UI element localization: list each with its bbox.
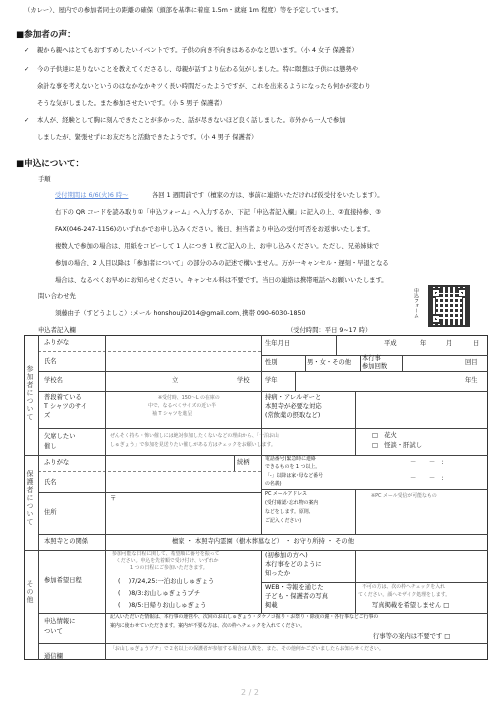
date-option-2[interactable]: ( )8/3:お山しゅぎょうプチ bbox=[118, 590, 201, 597]
comm-label: 通信欄 bbox=[44, 653, 63, 660]
tshirt-note-3: 袖 T シャツを進呈 bbox=[152, 411, 193, 417]
tshirt-label-2: T シャツのサイ bbox=[44, 403, 88, 410]
phone-label-3: 「-」以降は家･母など番号 bbox=[265, 473, 324, 479]
deadline-text: 受付期間は 6/6(火)6 時～ bbox=[55, 192, 129, 199]
comm-note: 「お山しゅぎょうプチ」で２名以上の保護者が参加する場合は人数を、また、その他何かございましたらお知らせください。 bbox=[110, 646, 384, 652]
dates-note-2: ください。申込を先着順で受け付け、いずれか bbox=[116, 558, 219, 564]
info-label-2: ついて bbox=[44, 628, 63, 635]
dates-note-3: 1 つの日程にご参加いただきます。 bbox=[130, 565, 208, 571]
count-label-1: 本行事 bbox=[362, 355, 381, 362]
allergy-label-1: 持病・アレルギーと bbox=[265, 394, 322, 401]
phone-label-1: 電話番号(緊急時に連絡 bbox=[265, 456, 316, 462]
email-label-1: PC メールアドレス bbox=[265, 491, 307, 497]
phone-label-2: できるものを 1 つ以上。 bbox=[265, 464, 321, 470]
how-known-1: (初参加の方へ) bbox=[265, 552, 308, 559]
allergy-label-3: (常飲薬の摂取など) bbox=[265, 412, 321, 419]
gender-label: 性別 bbox=[265, 359, 278, 366]
temple-options[interactable]: 檀家 ・ 本照寺内霊園（樹木葬墓など） ・ お守り所持 ・ その他 bbox=[172, 538, 355, 545]
qr-caption: 申込フォーム bbox=[413, 288, 419, 318]
info-note-1: 記入いただいた情報は、本行事の運営や、次回のお山しゅぎょう・タケノコ掘り・お祭り・除夜の鐘・各行事などご行事の bbox=[110, 614, 379, 620]
voice-check-icon: ✓ bbox=[24, 117, 30, 124]
phone-label-4: の名義) bbox=[265, 481, 282, 487]
guardian-name-label: 氏名 bbox=[44, 479, 57, 486]
day-label: 日 bbox=[473, 340, 480, 347]
side-participant: 参加者について bbox=[26, 365, 34, 421]
apply-line-3: 複数人で参加の場合は、用紙をコピーして 1 人につき 1 枚ご記入の上、お申し込みください。ただし、兄弟姉妹で bbox=[55, 243, 380, 250]
info-optout-checkbox[interactable]: 行事等の案内は不要です □ bbox=[373, 633, 451, 640]
tshirt-note-1: ※受付時、150～L の在庫の bbox=[158, 395, 220, 401]
info-label-1: 申込情報に bbox=[44, 618, 76, 625]
voice-3-line-2: しましたが、緊張せずにお友だちと活動できたようです。（小 4 男子 保護者） bbox=[37, 134, 258, 141]
apply-line-5: 場合は、なるべくお早めにお知らせください。キャンセル料は不要です。当日の連絡は携帯電話へお願いいたします。 bbox=[55, 277, 388, 284]
absence-note-2: しゅぎょう」で参加を見送りたい催しがある方はチェックをお願いします。 bbox=[110, 442, 276, 448]
grade-label: 学年 bbox=[265, 377, 278, 384]
furigana-label: ふりがな bbox=[44, 339, 70, 346]
email-note: ※PC メール受信が可能なもの bbox=[371, 493, 437, 499]
tshirt-label-1: 普段着ている bbox=[44, 394, 82, 401]
voice-2-line-2: 余計な事を考えないというのはなかなかキツく長い時間だったようですが、これを出来るようになったら何かが変わり bbox=[37, 83, 371, 90]
form-title: 申込者記入欄 bbox=[38, 327, 76, 334]
count-label-2: 参加回数 bbox=[362, 363, 388, 370]
apply-heading: ■申込について： bbox=[16, 159, 85, 169]
web-label-2: 子ども・保護者の写真 bbox=[265, 593, 328, 600]
contact-title: 問い合わせ先 bbox=[38, 293, 76, 300]
postal-mark: 〒 bbox=[110, 495, 117, 502]
how-known-2: 本行事をどのように bbox=[265, 561, 322, 568]
tshirt-note-2: 中で、なるべくサイズの近い半 bbox=[148, 403, 216, 409]
page-number: 2 / 2 bbox=[241, 688, 259, 697]
web-note-1: 不可の方は、次の枠へチェックを入れ bbox=[362, 584, 445, 590]
qr-code[interactable] bbox=[428, 285, 470, 327]
grade-unit: 年生 bbox=[465, 377, 478, 384]
intro-line: （カレー）、屋内での参加者同士の距離の確保（頭部を基準に着座 1.5m・就寝 1m 程度）等を予定しています。 bbox=[24, 7, 343, 14]
voice-2-line-1: 今の子供達に足りないことを教えてくださるし、母親が話すより伝わる気がしました。特に瞑想は子供には態勢や bbox=[37, 66, 359, 73]
email-label-3: などをします。原則、 bbox=[265, 509, 314, 515]
email-label-4: ご記入ください) bbox=[265, 518, 302, 524]
apply-line-2: FAX(046-247-1156)のいずれかでお申し込みください。後日、担当者より申込の受付可否をお返事いたします。 bbox=[55, 226, 374, 233]
option-fireworks[interactable]: □ 花火 bbox=[372, 432, 397, 439]
option-ghost-story[interactable]: □ 怪談・肝試し bbox=[372, 442, 423, 449]
apply-line-4: 参加の場合、2 人目以降は「参加者について」の部分のみの記述で構いません。万が一キャンセル・遅刻・早退となる bbox=[55, 260, 389, 267]
gender-options[interactable]: 男・女・その他 bbox=[307, 359, 352, 366]
school-label: 学校名 bbox=[44, 377, 63, 384]
temple-label: 本照寺との関係 bbox=[44, 538, 89, 545]
school-unit: 学校 bbox=[237, 377, 250, 384]
reception-hours: （受付時間：平日 9~17 時） bbox=[287, 327, 372, 334]
side-other: その他 bbox=[26, 580, 34, 604]
date-option-1[interactable]: ( )7/24,25:一泊お山しゅぎょう bbox=[118, 578, 215, 585]
date-option-3[interactable]: ( )8/5:日帰りお山しゅぎょう bbox=[118, 602, 207, 609]
school-mid: 立 bbox=[172, 377, 179, 384]
dates-label: 参加希望日程 bbox=[44, 577, 82, 584]
voice-check-icon: ✓ bbox=[24, 66, 30, 73]
voice-3-line-1: 本人が、経験として胸に刻んできたことが多かった、話が尽きないほど良く話しました。市外から一人で参加 bbox=[37, 117, 346, 124]
apply-line-1: 右下の QR コードを読み取り①「申込フォーム」へ入力するか、下記「申込者記入欄」に記入の上、②直接持参、③ bbox=[55, 209, 381, 216]
absence-label-1: 欠席したい bbox=[44, 433, 76, 440]
address-label: 住所 bbox=[44, 509, 57, 516]
guardian-furigana-label: ふりがな bbox=[44, 459, 70, 466]
year-label: 年 bbox=[420, 340, 427, 347]
era-label: 平成 bbox=[384, 340, 397, 347]
count-unit: 回目 bbox=[465, 359, 478, 366]
photo-optout-checkbox[interactable]: 写真掲載を希望しません □ bbox=[372, 602, 450, 609]
procedure-title: 手順 bbox=[38, 176, 51, 183]
allergy-label-2: 本照寺が必要な対応 bbox=[265, 403, 322, 410]
web-note-2: てください。顔へモザイク処理をします。 bbox=[358, 592, 451, 598]
contact-line: 須藤由子（すどうよしこ）:メール honshouji2014@gmail.com､携帯 090-6030-1850 bbox=[55, 310, 306, 317]
info-note-2: 案内に使わせていただきます。案内が不要な方は、次の枠へチェックを入れてください。 bbox=[110, 623, 306, 629]
name-label: 氏名 bbox=[44, 358, 57, 365]
how-known-3: 知ったか bbox=[265, 570, 291, 577]
deadline-rest: 各回 1 週間前です（檀家の方は、事前に連絡いただければ仮受付をいたします）。 bbox=[152, 192, 384, 199]
voice-2-line-3: そうな気がしました。また参加させたいです。（小 5 男子 保護者） bbox=[37, 100, 226, 107]
web-label-1: WEB・寺報を通じた bbox=[265, 584, 324, 591]
phone-dash-1: － － : bbox=[410, 459, 444, 466]
absence-note-1: ぜんそく持ち・怖い催しには絶対参加したくないなどの理由から、「一泊お山 bbox=[110, 433, 279, 439]
tshirt-label-3: ズ bbox=[44, 412, 51, 419]
voice-check-icon: ✓ bbox=[24, 47, 30, 54]
absence-label-2: 催し bbox=[44, 443, 57, 450]
phone-dash-2: － － : bbox=[410, 475, 444, 482]
side-guardian: 保護者について bbox=[26, 470, 34, 526]
voice-1-line-1: 親から親へはとてもおすすめしたいイベントです。子供の向き不向きはあるかなと思います。（小 4 女子 保護者） bbox=[37, 47, 358, 54]
voices-heading: ■参加者の声： bbox=[16, 30, 76, 40]
web-label-3: 掲載 bbox=[265, 602, 278, 609]
dates-note-1: 参加可能な日程に関して、希望順に番号を振って bbox=[112, 551, 220, 557]
email-label-2: (受付確認･忘れ物の案内 bbox=[265, 500, 319, 506]
relation-label: 続柄 bbox=[237, 459, 250, 466]
month-label: 月 bbox=[446, 340, 453, 347]
birthdate-label: 生年月日 bbox=[265, 340, 291, 347]
